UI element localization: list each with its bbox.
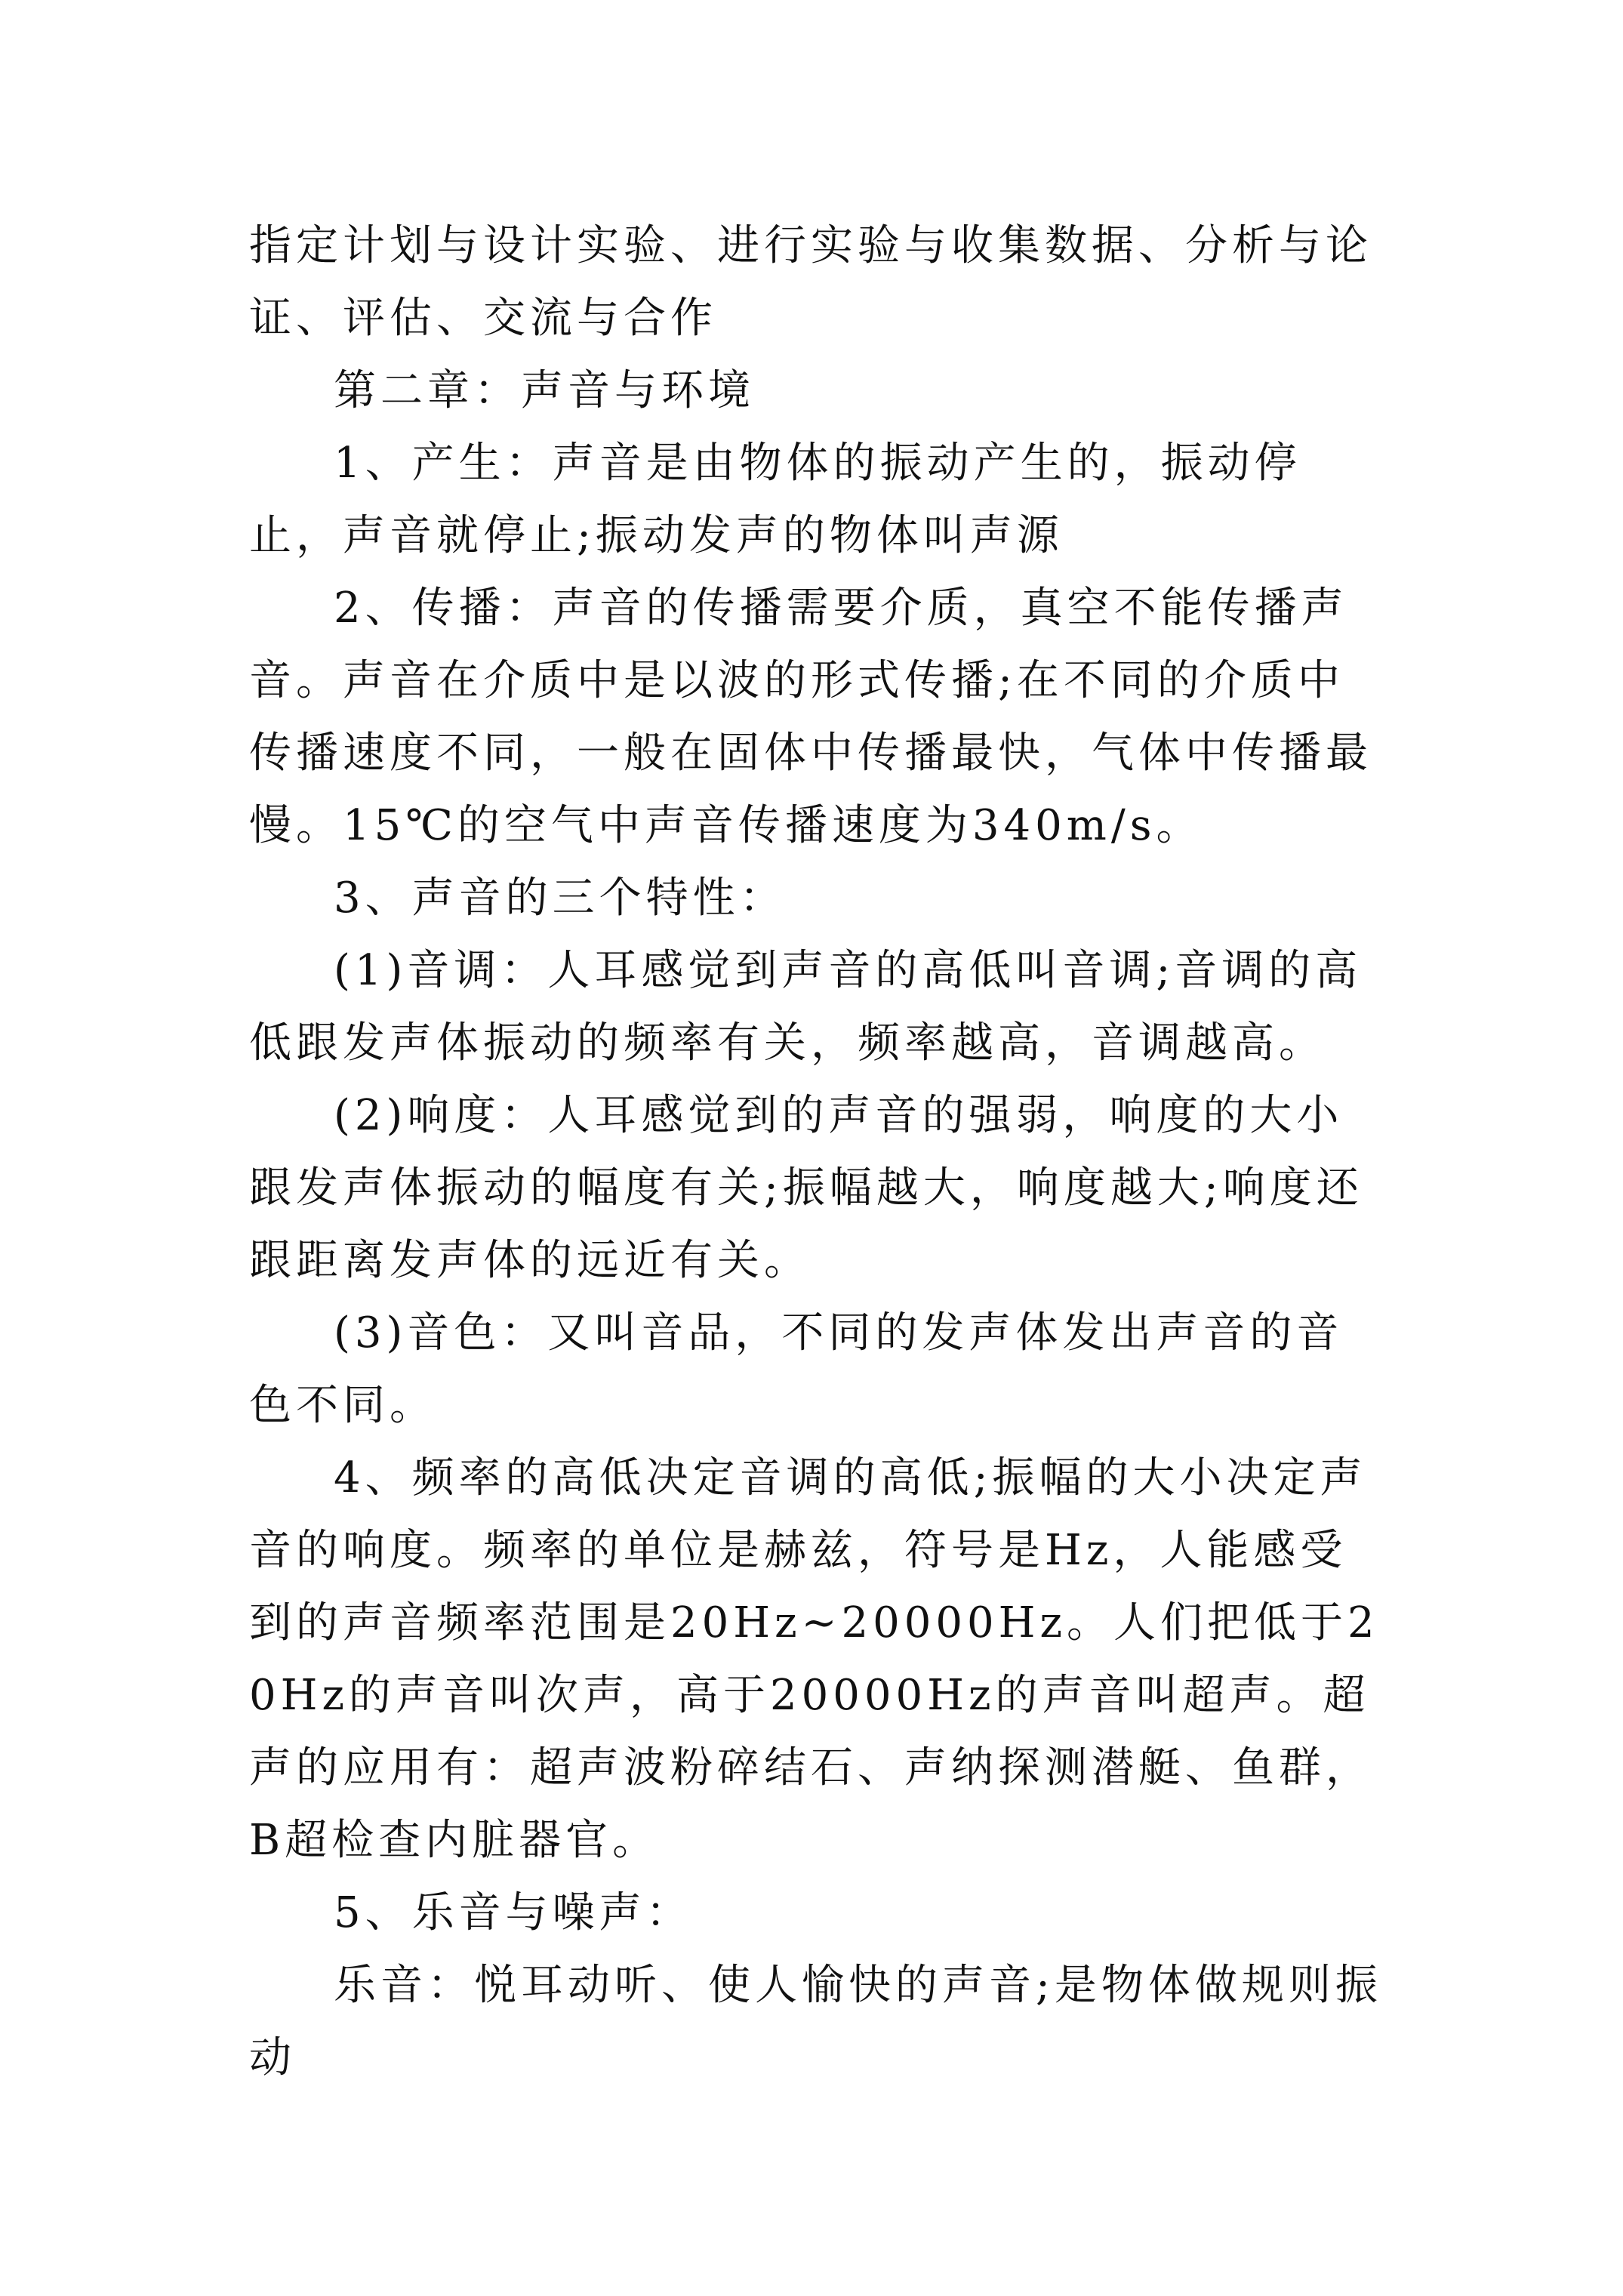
paragraph-frequency: 4、频率的高低决定音调的高低;振幅的大小决定声音的响度。频率的单位是赫兹，符号是Hz，人能感受到的声音频率范围是20Hz~20000Hz。人们把低于20Hz的声音叫次声，高于20000Hz的声音叫超声。超声的应用有：超声波粉碎结石、声纳探测潜艇、鱼群，B超检查内脏器官。 (249, 1453, 1379, 1865)
paragraph-sound-production: 1、产生：声音是由物体的振动产生的，振动停止，声音就停止;振动发声的物体叫声源 (249, 439, 1301, 560)
paragraph-pitch: (1)音调：人耳感觉到声音的高低叫音调;音调的高低跟发声体振动的频率有关，频率越高，音调越高。 (249, 946, 1363, 1068)
paragraph-music-noise: 5、乐音与噪声： (334, 1888, 693, 1937)
paragraph-loudness: (2)响度：人耳感觉到的声音的强弱，响度的大小跟发声体振动的幅度有关;振幅越大，响度越大;响度还跟距离发声体的远近有关。 (249, 1091, 1363, 1285)
paragraph-timbre: (3)音色：又叫音品，不同的发声体发出声音的音色不同。 (249, 1308, 1344, 1430)
chapter-heading: 第二章：声音与环境 (334, 366, 755, 415)
document-body (249, 210, 1389, 2094)
paragraph-continuation: 指定计划与设计实验、进行实验与收集数据、分析与论证、评估、交流与合作 (249, 221, 1372, 343)
paragraph-sound-propagation: 2、传播：声音的传播需要介质，真空不能传播声音。声音在介质中是以波的形式传播;在不同的介质中传播速度不同，一般在固体中传播最快，气体中传播最慢。15℃的空气中声音传播速度为340m/s。 (249, 584, 1372, 850)
paragraph-music-definition: 乐音：悦耳动听、使人愉快的声音;是物体做规则振动 (249, 1961, 1382, 2082)
paragraph-sound-characteristics: 3、声音的三个特性： (334, 874, 787, 923)
